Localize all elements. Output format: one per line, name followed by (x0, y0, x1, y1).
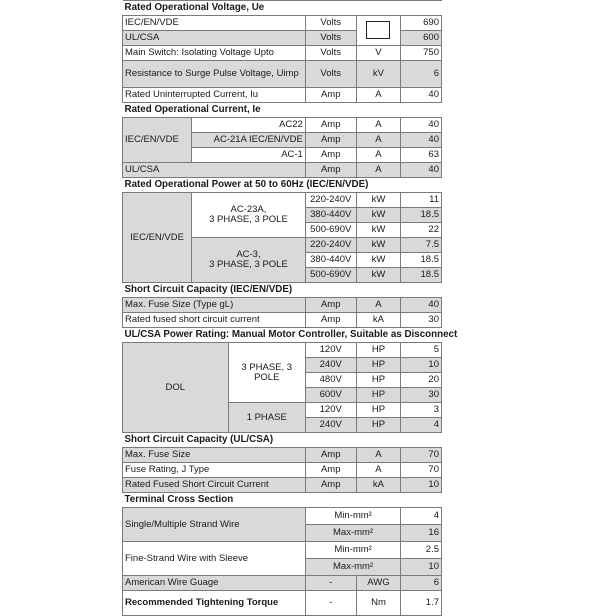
table-row: 1 PHASE 120V HP 3 (123, 403, 442, 418)
table-row: 240V HP 10 (123, 358, 442, 373)
table-row: DOL 3 PHASE, 3 POLE 120V HP 5 (123, 343, 442, 358)
table-row: UL/CSA Amp A 40 (123, 163, 442, 178)
section-scc-iec-title: Short Circuit Capacity (IEC/EN/VDE) (123, 283, 442, 298)
table-row: Rated fused short circuit current Amp kA 30 (123, 313, 442, 328)
blank-box (356, 16, 401, 46)
table-row: Rated Fused Short Circuit Current Amp kA 10 (123, 478, 442, 493)
table-row: IEC/EN/VDE AC-23A, 3 PHASE, 3 POLE 220-240V kW 11 (123, 193, 442, 208)
section-current-title: Rated Operational Current, Ie (123, 103, 442, 118)
table-row: Max. Fuse Size (Type gL) Amp A 40 (123, 298, 442, 313)
table-row: Fine-Strand Wire with Sleeve Min-mm² 2.5 (123, 542, 442, 559)
table-row: Resistance to Surge Pulse Voltage, Uimp Volts kV 6 (123, 61, 442, 88)
table-row: 500-690V kW 18.5 (123, 268, 442, 283)
table-row: Recommended Tightening Torque - Nm 1.7 (123, 591, 442, 616)
table-row: 380-440V kW 18.5 (123, 253, 442, 268)
table-row: AC-3, 3 PHASE, 3 POLE 220-240V kW 7.5 (123, 238, 442, 253)
table-row: Max. Fuse Size Amp A 70 (123, 448, 442, 463)
table-row: Main Switch: Isolating Voltage Upto Volts V 750 (123, 46, 442, 61)
table-row: UL/CSA Volts 600 (123, 31, 442, 46)
table-row: AC-21A IEC/EN/VDE Amp A 40 (123, 133, 442, 148)
table-row: 480V HP 20 (123, 373, 442, 388)
spec-table (122, 0, 458, 616)
table-row: Rated Uninterrupted Current, Iu Amp A 40 (123, 88, 442, 103)
table-row: IEC/EN/VDE AC22 Amp A 40 (123, 118, 442, 133)
table-row: 600V HP 30 (123, 388, 442, 403)
table-row: Fuse Rating, J Type Amp A 70 (123, 463, 442, 478)
table-row: 380-440V kW 18.5 (123, 208, 442, 223)
table-row: 240V HP 4 (123, 418, 442, 433)
section-terminal-title: Terminal Cross Section (123, 493, 442, 508)
section-power-title: Rated Operational Power at 50 to 60Hz (IEC/EN/VDE) (123, 178, 442, 193)
spec-sheet (122, 0, 458, 616)
table-row: Max-mm² 16 (123, 525, 442, 542)
table-row: AC-1 Amp A 63 (123, 148, 442, 163)
table-row: 500-690V kW 22 (123, 223, 442, 238)
table-row: American Wire Guage - AWG 6 (123, 576, 442, 591)
section-scc-ul-title: Short Circuit Capacity (UL/CSA) (123, 433, 442, 448)
table-row: IEC/EN/VDE Volts 690 (123, 16, 442, 31)
section-ul-power-title: UL/CSA Power Rating: Manual Motor Controller, Suitable as Disconnect (123, 328, 442, 343)
table-row: Single/Multiple Strand Wire Min-mm² 4 (123, 508, 442, 525)
table-row: Max-mm² 10 (123, 559, 442, 576)
section-voltage-title: Rated Operational Voltage, Ue (123, 1, 442, 16)
